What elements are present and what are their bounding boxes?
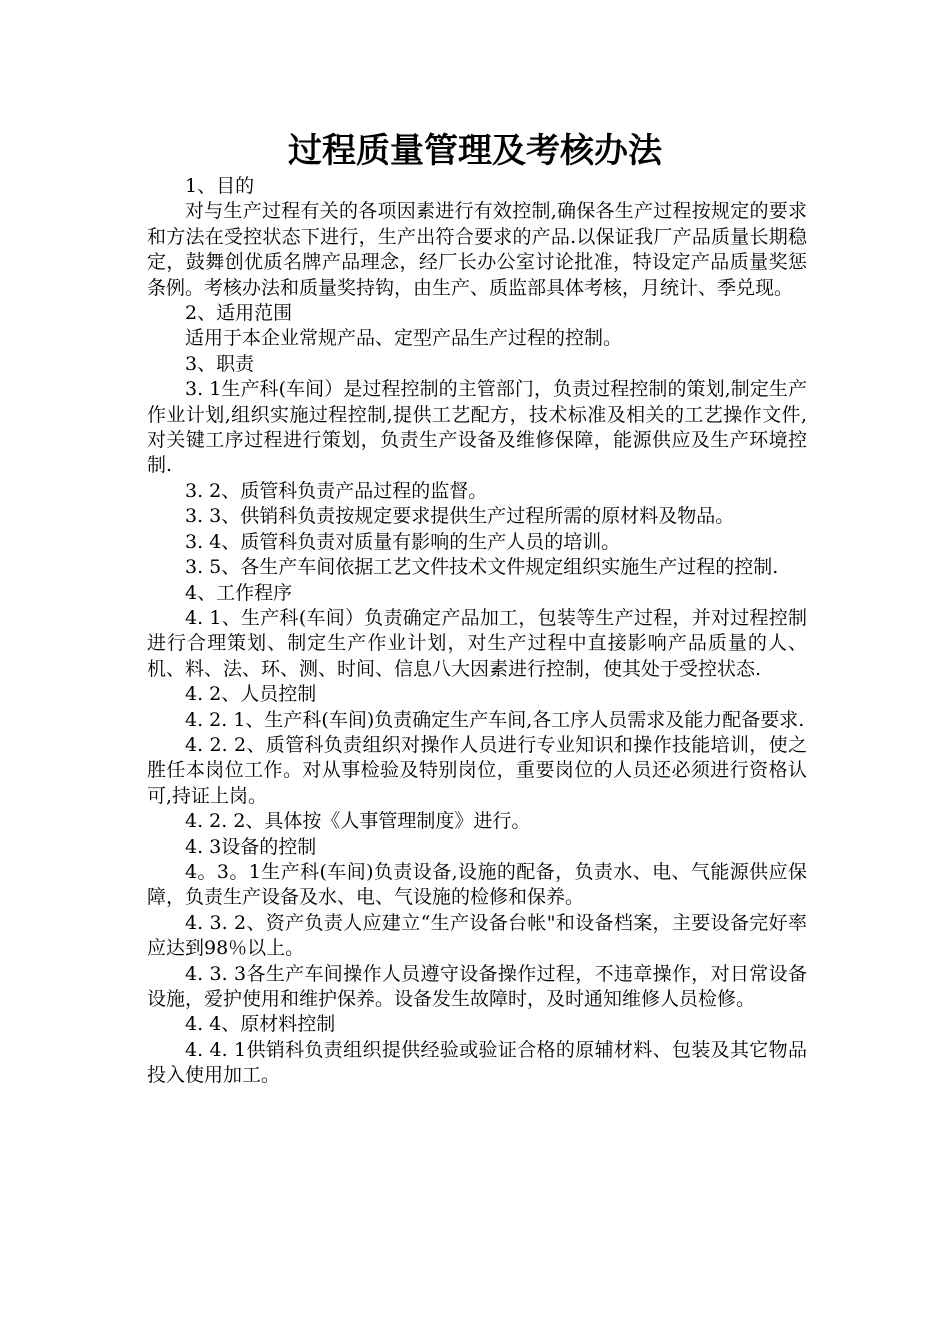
paragraph-duty-3-5: 3. 5、各生产车间依据工艺文件技术文件规定组织实施生产过程的控制.: [185, 556, 779, 579]
paragraph-equipment-4-3-3: 4. 3. 3各生产车间操作人员遵守设备操作过程，不违章操作，对日常设备设施，爱护使用和维护保养。设备发生故障时，及时通知维修人员检修。: [147, 962, 807, 1010]
paragraph-equipment-4-3-1: 4。3。1生产科(车间)负责设备,设施的配备，负责水、电、气能源供应保障，负责生产设备及水、电、气设施的检修和保养。: [147, 860, 807, 909]
paragraph-personnel-4-2-2: 4. 2. 2、质管科负责组织对操作人员进行专业知识和操作技能培训，使之胜任本岗位工作。对从事检验及特别岗位，重要岗位的人员还必须进行资格认可,持证上岗。: [147, 733, 807, 807]
section-heading-duties: 3、职责: [185, 352, 255, 375]
paragraph-duty-3-4: 3. 4、质管科负责对质量有影响的生产人员的培训。: [185, 530, 621, 553]
subsection-heading-equipment: 4. 3设备的控制: [185, 835, 317, 858]
paragraph-procedure-4-1: 4. 1、生产科(车间）负责确定产品加工，包装等生产过程，并对过程控制进行合理策划、制定生产作业计划，对生产过程中直接影响产品质量的人、机、料、法、环、测、时间、信息八大因素进行控制，使其处于受控状态.: [147, 606, 807, 680]
paragraph-purpose: 对与生产过程有关的各项因素进行有效控制,确保各生产过程按规定的要求和方法在受控状态下进行，生产出符合要求的产品.以保证我厂产品质量长期稳定，鼓舞创优质名牌产品理念，经厂长办公室讨论批准，特设定产品质量奖惩条例。考核办法和质量奖持钩，由生产、质监部具体考核，月统计、季兑现。: [147, 200, 807, 299]
section-heading-scope: 2、适用范围: [185, 302, 293, 325]
paragraph-duty-3-3: 3. 3、供销科负责按规定要求提供生产过程所需的原材料及物品。: [185, 505, 735, 528]
subsection-heading-materials: 4. 4、原材料控制: [185, 1013, 336, 1036]
section-heading-purpose: 1、目的: [185, 175, 255, 197]
paragraph-scope: 适用于本企业常规产品、定型产品生产过程的控制。: [185, 327, 623, 350]
paragraph-personnel-4-2-1: 4. 2. 1、生产科(车间)负责确定生产车间,各工序人员需求及能力配备要求.: [185, 708, 805, 731]
document-body: [147, 174, 807, 1089]
paragraph-duty-3-1: 3. 1生产科(车间）是过程控制的主管部门，负责过程控制的策划,制定生产作业计划,组织实施过程控制,提供工艺配方，技术标准及相关的工艺操作文件,对关键工序过程进行策划，负责生产设备及维修保障，能源供应及生产环境控制.: [147, 378, 807, 477]
paragraph-personnel-4-2-2b: 4. 2. 2、具体按《人事管理制度》进行。: [185, 810, 531, 833]
paragraph-duty-3-2: 3. 2、质管科负责产品过程的监督。: [185, 479, 488, 502]
subsection-heading-personnel: 4. 2、人员控制: [185, 683, 317, 706]
paragraph-equipment-4-3-2: 4. 3. 2、资产负责人应建立“生产设备台帐"和设备档案，主要设备完好率应达到98％以上。: [147, 911, 807, 960]
paragraph-materials-4-4-1: 4. 4. 1供销科负责组织提供经验或验证合格的原辅材料、包装及其它物品投入使用加工。: [147, 1038, 807, 1087]
document-title: 过程质量管理及考核办法: [288, 131, 662, 171]
section-heading-procedure: 4、工作程序: [185, 581, 293, 604]
